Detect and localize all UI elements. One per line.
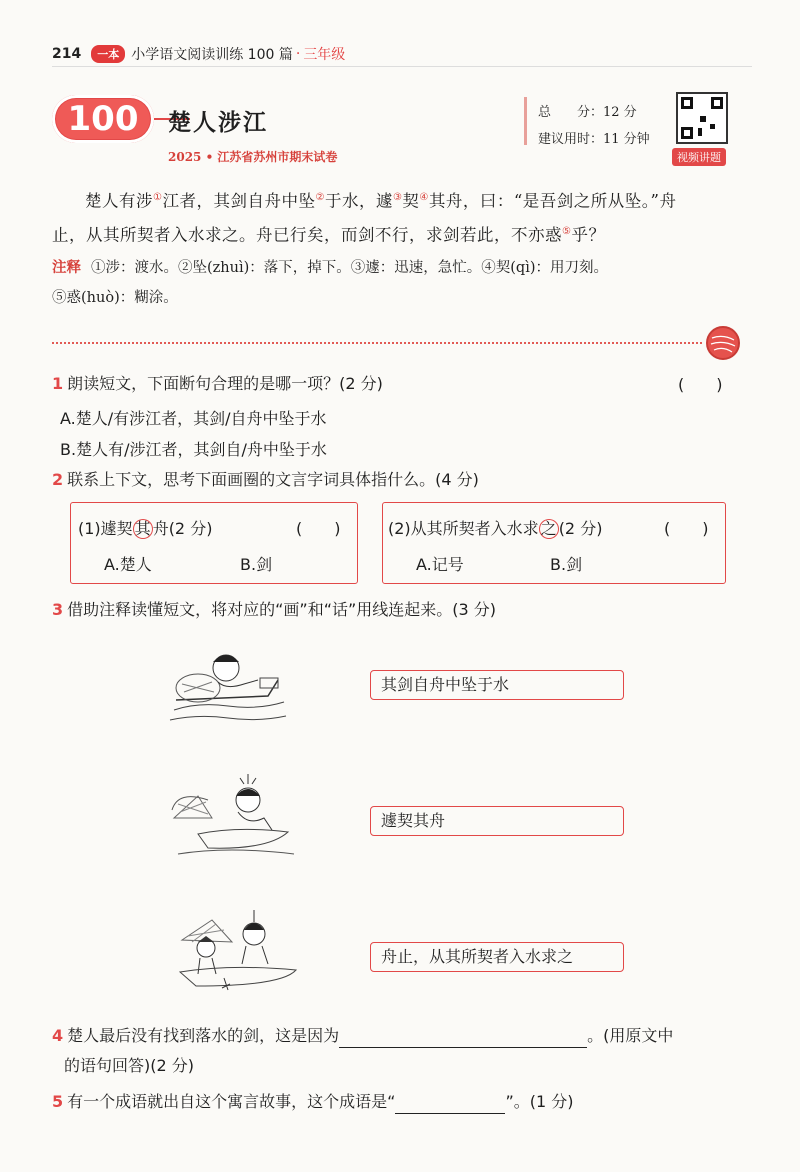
illustration-sword-falls[interactable] <box>168 640 288 730</box>
question-number: 1 <box>52 374 64 393</box>
question-text: ”。(1 分) <box>505 1092 574 1111</box>
question-2 <box>52 468 479 492</box>
total-score: 总 分：12 分 <box>538 105 637 120</box>
question-text: 楚人最后没有找到落水的剑，这是因为 <box>67 1026 340 1045</box>
option-b[interactable]: B.剑 <box>550 555 583 574</box>
notes-text: ⑤惑(huò)：糊涂。 <box>52 290 178 306</box>
subquestion-2 <box>388 516 602 539</box>
question-text: 联系上下文，思考下面画圈的文言字词具体指什么。(4 分) <box>67 470 479 489</box>
question-number: 2 <box>52 470 64 489</box>
passage-text: 于水，遽 <box>324 191 393 211</box>
passage-text: 契 <box>402 191 420 211</box>
notes-tag: 注释 <box>52 259 81 276</box>
answer-paren[interactable]: ( ) <box>296 519 341 538</box>
match-box-1[interactable]: 其剑自舟中坠于水 <box>370 670 624 700</box>
lesson-number: 100 <box>56 99 150 139</box>
sub-text: 舟(2 分) <box>152 519 213 538</box>
video-lesson-label[interactable]: 视频讲题 <box>672 148 726 166</box>
option-b[interactable]: B.楚人有/涉江者，其剑自/舟中坠于水 <box>60 440 327 459</box>
option-b[interactable]: B.剑 <box>240 555 273 574</box>
sub-text: (2)从其所契者入水求 <box>388 519 539 538</box>
illustration-searching-water[interactable] <box>172 900 302 995</box>
yarn-ball-icon <box>706 326 740 360</box>
answer-paren[interactable]: ( ) <box>678 375 723 394</box>
subquestion-1 <box>78 516 212 539</box>
match-box-3[interactable]: 舟止，从其所契者入水求之 <box>370 942 624 972</box>
match-box-2[interactable]: 遽契其舟 <box>370 806 624 836</box>
passage-text: 江者，其剑自舟中坠 <box>162 191 316 211</box>
passage-text: 楚人有涉 <box>85 191 153 211</box>
footnote-mark: ② <box>315 192 325 203</box>
question-number: 5 <box>52 1092 64 1111</box>
passage-line-2 <box>52 218 747 250</box>
meta-bar <box>524 97 527 145</box>
lesson-source: 2025 • 江苏省苏州市期末试卷 <box>168 150 338 164</box>
circled-word: 之 <box>540 519 557 538</box>
passage-text: 乎？ <box>571 225 606 245</box>
header-separator: · <box>295 46 301 62</box>
circled-word: 其 <box>134 519 151 538</box>
page-header <box>52 44 345 64</box>
footnote-mark: ③ <box>392 192 403 203</box>
sub-text: (1)遽契 <box>78 519 133 538</box>
passage-text: 止，从其所契者入水求之。舟已行矣，而剑不行，求剑若此，不亦惑 <box>52 225 562 245</box>
passage-line-1 <box>52 184 747 216</box>
page-number: 214 <box>52 46 82 62</box>
footnote-mark: ⑤ <box>562 226 572 237</box>
passage-text: 其舟，曰：“是吾剑之所从坠。”舟 <box>428 191 677 211</box>
sub-text: (2 分) <box>558 519 603 538</box>
header-divider <box>52 66 752 67</box>
option-a[interactable]: A.楚人/有涉江者，其剑/自舟中坠于水 <box>60 409 327 428</box>
question-text: 。(用原文中 <box>587 1026 674 1045</box>
question-5 <box>52 1090 573 1114</box>
answer-blank[interactable] <box>339 1047 587 1048</box>
option-a[interactable]: A.楚人 <box>104 555 152 574</box>
question-4-cont: 的语句回答)(2 分) <box>64 1056 194 1075</box>
question-number: 4 <box>52 1026 64 1045</box>
answer-paren[interactable]: ( ) <box>664 519 709 538</box>
suggested-time: 建议用时：11 分钟 <box>538 132 650 147</box>
answer-blank[interactable] <box>395 1113 505 1114</box>
question-text: 朗读短文，下面断句合理的是哪一项？(2 分) <box>67 374 383 393</box>
notes-line-2 <box>52 284 752 312</box>
question-1 <box>52 372 383 396</box>
question-number: 3 <box>52 600 64 619</box>
grade-label: 三年级 <box>303 47 346 63</box>
option-a[interactable]: A.记号 <box>416 555 464 574</box>
notes-line-1 <box>52 254 752 282</box>
question-text: 有一个成语就出自这个寓言故事，这个成语是“ <box>67 1092 396 1111</box>
brand-badge: 一本 <box>91 45 125 63</box>
section-divider <box>52 342 702 344</box>
book-title: 小学语文阅读训练 100 篇 <box>131 47 293 63</box>
question-text: 借助注释读懂短文，将对应的“画”和“话”用线连起来。(3 分) <box>67 600 497 619</box>
qr-code-icon[interactable] <box>676 92 728 144</box>
lesson-title: 楚人涉江 <box>168 109 268 136</box>
footnote-mark: ① <box>153 192 163 203</box>
footnote-mark: ④ <box>419 192 429 203</box>
question-3 <box>52 598 496 622</box>
question-4 <box>52 1024 752 1048</box>
illustration-carving-boat[interactable] <box>168 770 298 860</box>
notes-text: ①涉：渡水。②坠(zhuì)：落下，掉下。③遽：迅速，急忙。④契(qì)：用刀刻。 <box>91 260 608 276</box>
